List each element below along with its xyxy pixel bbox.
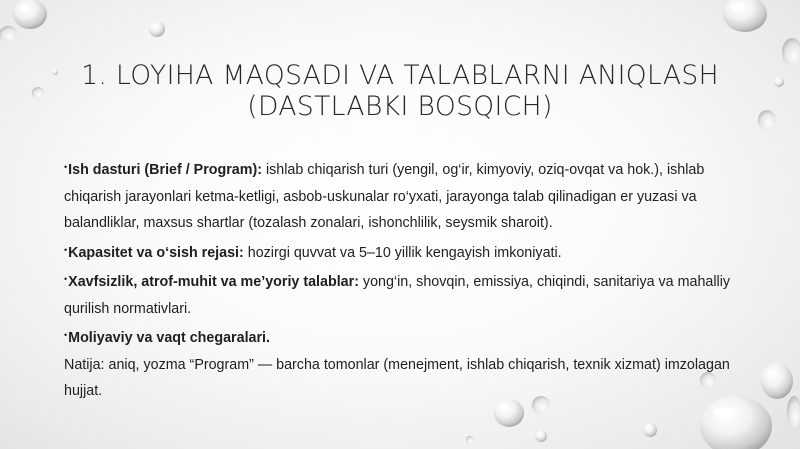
- bullet-text: hozirgi quvvat va 5–10 yillik kengayish imkoniyati.: [243, 244, 562, 261]
- water-drop: [0, 26, 17, 42]
- bullet-icon: •: [64, 244, 68, 255]
- bullet-text: ishlab chiqarish turi (yengil, og‘ir, kimyoviy, oziq-ovqat va hok.), ishlab chiqarish jarayonlari ketma-ketligi, asbob-uskunalar ro‘yxati, jarayonga talab qilinadigan er yuzasi va balandliklar, maxsus shartlar (tozalash zonalari, ishonchlilik, seysmik sharoit).: [64, 162, 705, 231]
- conclusion-text: Natija: aniq, yozma “Program” — barcha tomonlar (menejment, ishlab chiqarish, texnik xizmat) imzolagan hujjat.: [64, 356, 730, 399]
- water-drop: [13, 0, 47, 29]
- bullet-icon: •: [64, 162, 68, 172]
- bullet-label: Moliyaviy va vaqt chegaralari.: [68, 330, 271, 346]
- bullet-label: Xavfsizlik, atrof-muhit va me’yoriy talablar:: [68, 274, 359, 290]
- bullet-item-xavfsizlik: [64, 266, 764, 322]
- title-line-2: (DASTLABKI BOSQICH): [247, 91, 553, 122]
- bullet-item-moliyaviy: [64, 322, 764, 352]
- water-drop: [787, 396, 800, 428]
- slide-title: [40, 60, 760, 122]
- water-drop: [149, 21, 165, 37]
- bullet-label: Kapasitet va o‘sish rejasi:: [68, 244, 244, 261]
- water-drop: [774, 77, 784, 87]
- water-drop: [535, 430, 547, 442]
- bullet-icon: •: [64, 274, 68, 284]
- bullet-icon: •: [64, 330, 68, 340]
- water-drop: [761, 363, 793, 399]
- bullet-text: yong‘in, shovqin, emissiya, chiqindi, sanitariya va mahalliy qurilish normativlari.: [64, 274, 731, 317]
- water-drop: [723, 0, 767, 32]
- water-drop: [758, 110, 776, 130]
- bullet-label: Ish dasturi (Brief / Program):: [68, 162, 262, 178]
- bullet-item-kapasitet: [64, 237, 764, 267]
- water-drop: [643, 423, 657, 437]
- title-line-1: 1. LOYIHA MAQSADI VA TALABLARNI ANIQLASH: [81, 60, 719, 91]
- water-drop: [782, 38, 800, 66]
- bullet-item-ish-dasturi: [64, 154, 764, 237]
- water-drop: [466, 436, 474, 444]
- slide-body: [64, 154, 764, 405]
